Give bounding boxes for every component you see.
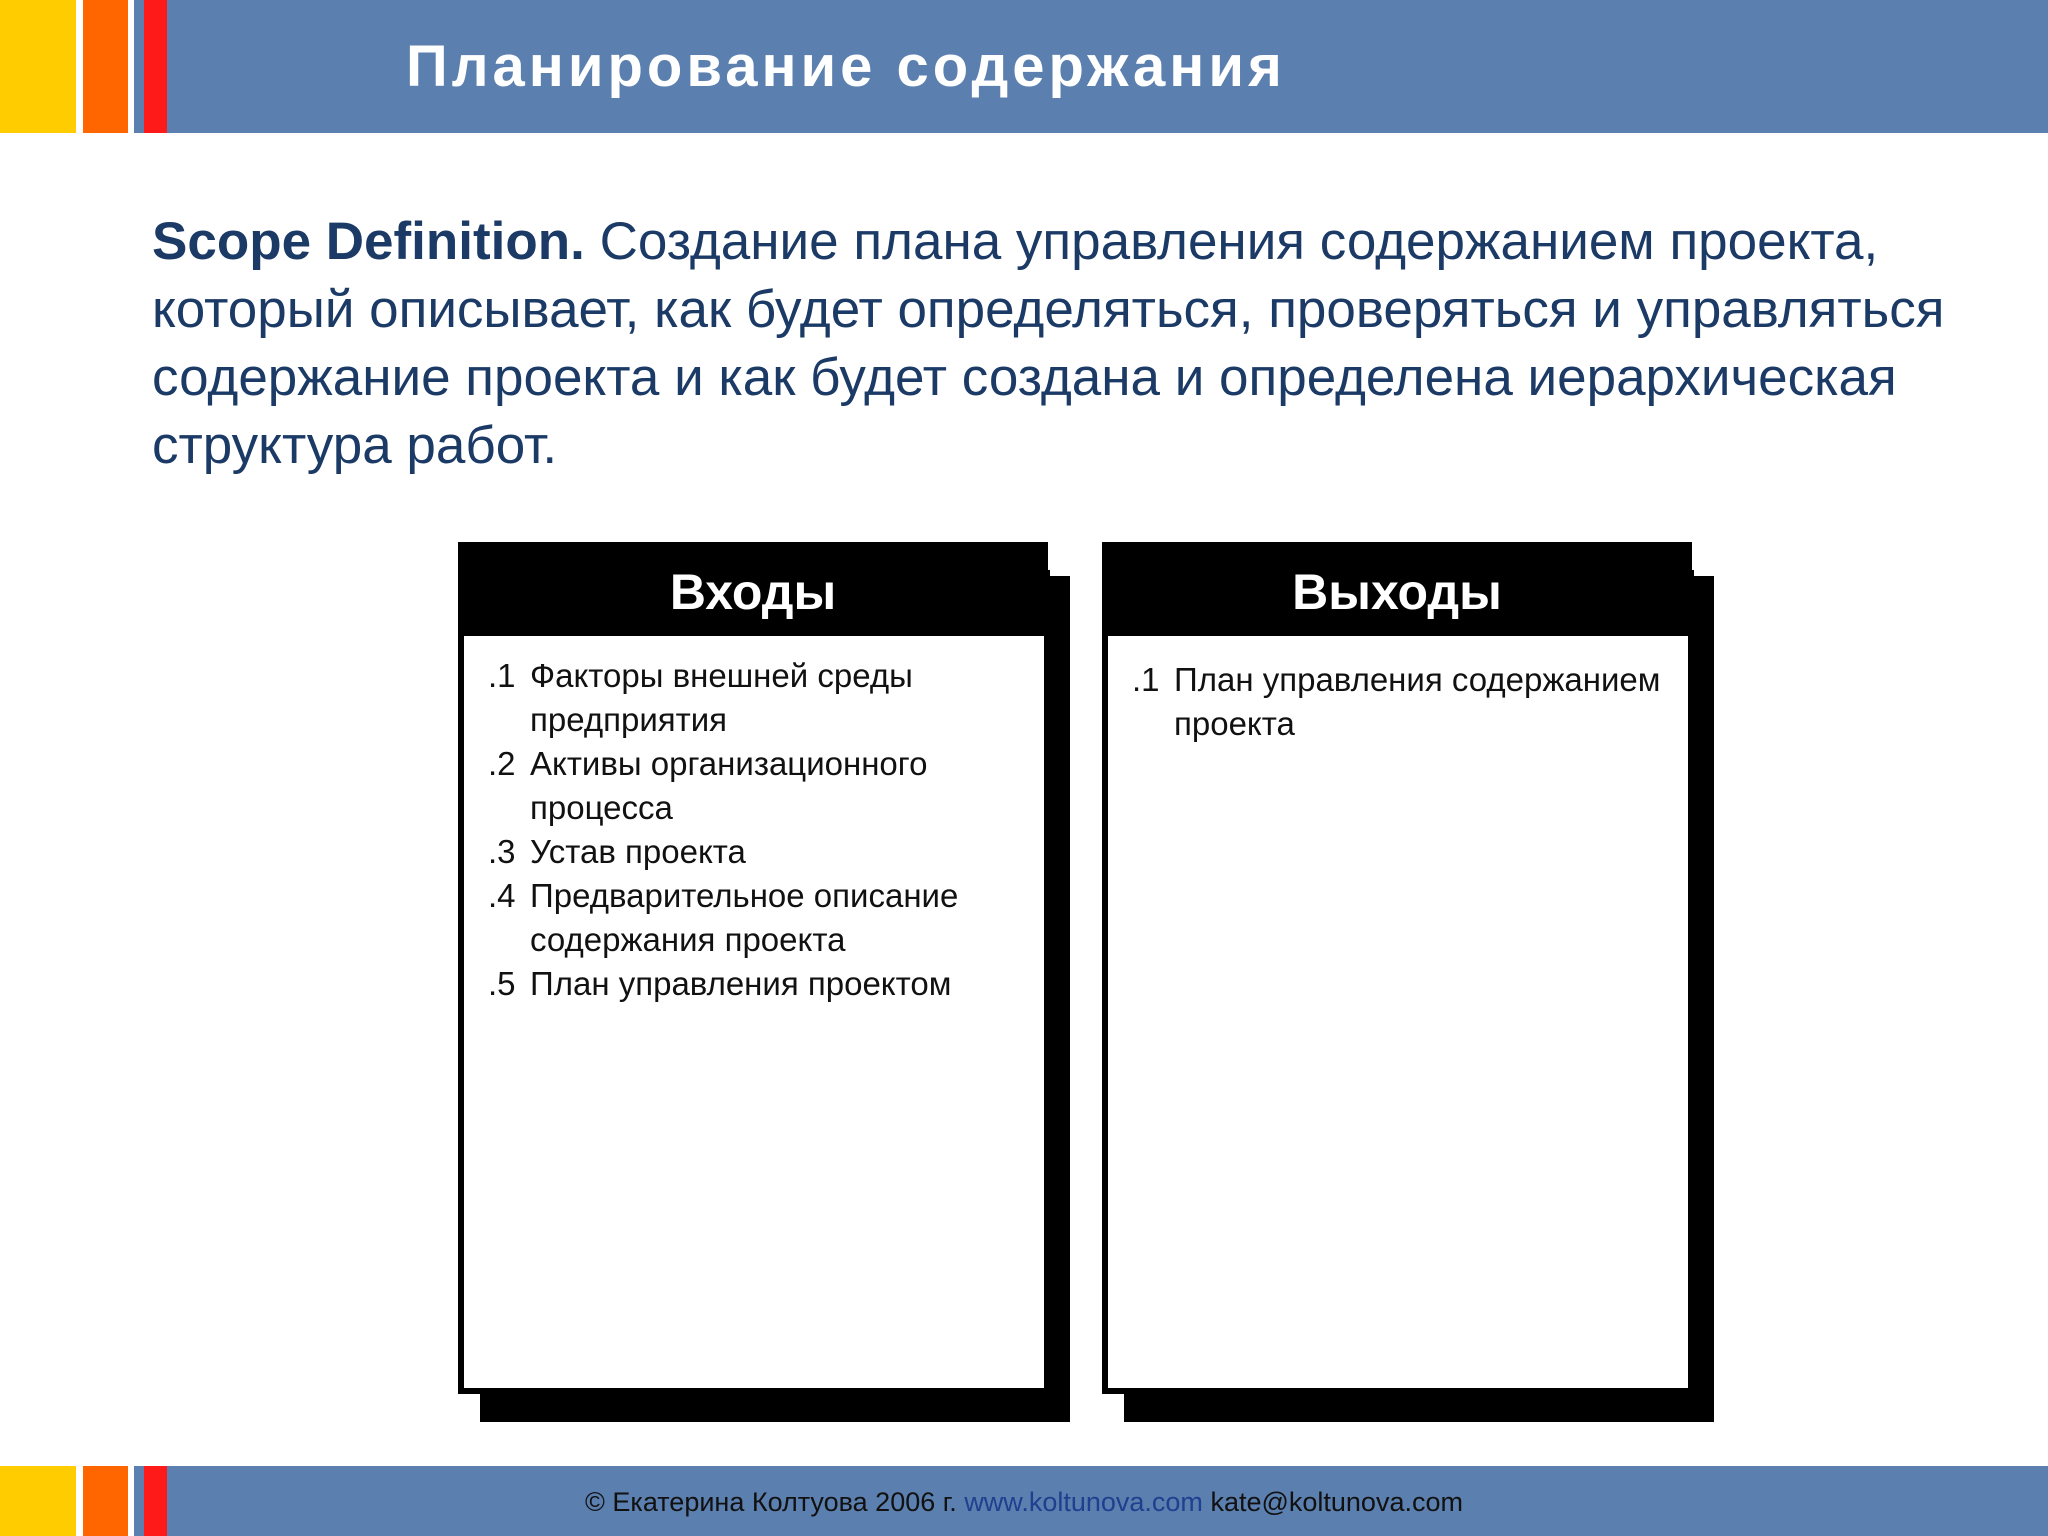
outputs-panel — [1102, 542, 1714, 1422]
yellow-stripe — [0, 0, 76, 133]
list-item: .1 План управления содержанием проекта — [1132, 661, 1661, 742]
list-item: .3 Устав проекта — [488, 833, 746, 870]
orange-stripe — [83, 0, 128, 133]
footer-website-link[interactable]: www.koltunova.com — [964, 1487, 1203, 1517]
red-stripe — [144, 0, 167, 133]
intro-text: Создание плана управления содержанием проекта, который описывает, как будет определяться, проверяться и управляться содержание проекта и как будет создана и определена иерархическая структура работ. — [152, 212, 1945, 475]
inputs-list — [464, 636, 1044, 1388]
footer-email[interactable]: kate@koltunova.com — [1210, 1487, 1463, 1517]
list-item: .4 Предварительное описание содержания проекта — [488, 877, 959, 958]
list-item: .1 Факторы внешней среды предприятия — [488, 657, 913, 738]
slide-title: Планирование содержания — [406, 34, 1286, 99]
outputs-title: Выходы — [1292, 564, 1502, 620]
inputs-panel — [458, 542, 1070, 1422]
intro-lead: Scope Definition. — [152, 212, 585, 271]
list-item: .2 Активы организационного процесса — [488, 745, 928, 826]
inputs-title: Входы — [669, 564, 837, 620]
footer — [0, 1482, 2048, 1522]
header-band — [0, 0, 2048, 133]
list-item: .5 План управления проектом — [488, 965, 952, 1002]
footer-copyright: © Екатерина Колтуова 2006 г. — [585, 1487, 957, 1517]
intro-paragraph — [152, 208, 2002, 480]
outputs-list — [1108, 636, 1688, 1388]
